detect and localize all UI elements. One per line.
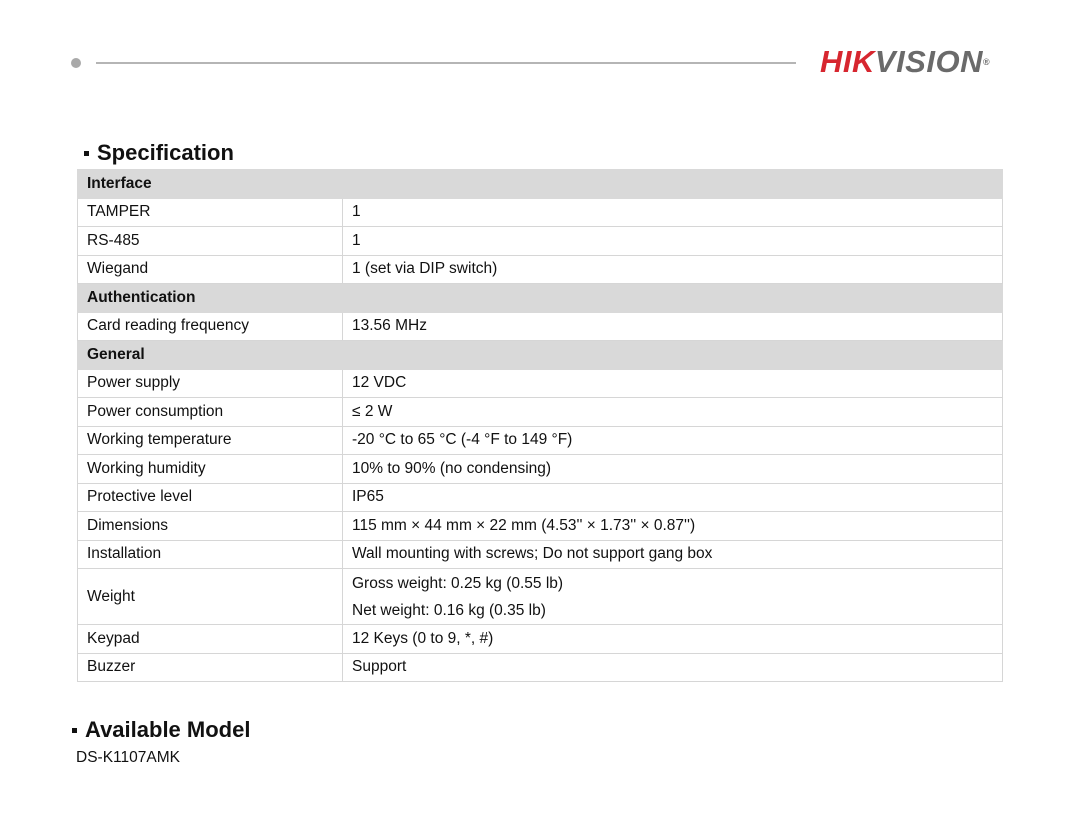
table-row [78,312,1003,341]
group-row-general [78,341,1003,370]
header-rule [96,62,796,64]
spec-label: Installation [78,540,343,569]
table-row [78,398,1003,427]
spec-value: 12 Keys (0 to 9, *, #) [343,625,1003,654]
table-row [78,653,1003,682]
group-header: Interface [78,170,1003,199]
bullet-icon [84,151,89,156]
spec-label: TAMPER [78,198,343,227]
spec-label: Power supply [78,369,343,398]
table-row [78,569,1003,625]
spec-value: 1 (set via DIP switch) [343,255,1003,284]
available-model-title: Available Model [85,717,251,742]
spec-value [343,569,1003,625]
spec-value: Wall mounting with screws; Do not support gang box [343,540,1003,569]
spec-label: RS-485 [78,227,343,256]
spec-value: 1 [343,198,1003,227]
spec-value: -20 °C to 65 °C (-4 °F to 149 °F) [343,426,1003,455]
spec-label: Power consumption [78,398,343,427]
spec-label: Weight [78,569,343,625]
table-row [78,540,1003,569]
spec-label: Working humidity [78,455,343,484]
table-row [78,255,1003,284]
spec-label: Working temperature [78,426,343,455]
group-row-authentication [78,284,1003,313]
spec-value: 12 VDC [343,369,1003,398]
table-row [78,426,1003,455]
header-dot [71,58,81,68]
specification-title: Specification [97,140,234,165]
hikvision-logo: HIKVISION® [820,44,991,79]
table-row [78,625,1003,654]
spec-value: 1 [343,227,1003,256]
model-number: DS-K1107AMK [76,749,180,766]
spec-value: 115 mm × 44 mm × 22 mm (4.53'' × 1.73'' × 0.87'') [343,512,1003,541]
available-model-heading [72,717,250,743]
bullet-icon [72,728,77,733]
spec-value: IP65 [343,483,1003,512]
table-row [78,198,1003,227]
weight-net: Net weight: 0.16 kg (0.35 lb) [352,601,546,619]
spec-label: Keypad [78,625,343,654]
weight-gross: Gross weight: 0.25 kg (0.55 lb) [352,574,564,592]
table-row [78,227,1003,256]
group-header: General [78,341,1003,370]
specification-heading [84,140,234,166]
table-row [78,483,1003,512]
spec-label: Protective level [78,483,343,512]
spec-label: Dimensions [78,512,343,541]
specification-table [77,169,1003,682]
spec-value: ≤ 2 W [343,398,1003,427]
spec-value: 13.56 MHz [343,312,1003,341]
spec-label: Card reading frequency [78,312,343,341]
group-header: Authentication [78,284,1003,313]
table-row [78,512,1003,541]
table-row [78,369,1003,398]
spec-label: Wiegand [78,255,343,284]
spec-value: Support [343,653,1003,682]
spec-label: Buzzer [78,653,343,682]
group-row-interface [78,170,1003,199]
table-row [78,455,1003,484]
spec-value: 10% to 90% (no condensing) [343,455,1003,484]
